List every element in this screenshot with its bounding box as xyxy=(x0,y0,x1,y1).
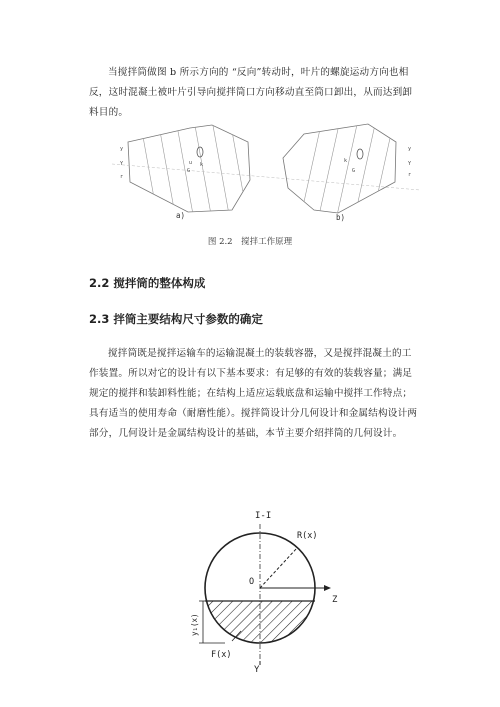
paragraph-discharge: 当搅拌筒做图 b 所示方向的 “反向”转动时，叶片的螺旋运动方向也相反，这时混凝土被叶片引导向搅拌筒口方向移动直至筒口卸出，从而达到卸料目的。 xyxy=(89,67,413,118)
svg-text:G: G xyxy=(187,168,191,174)
svg-text:Y: Y xyxy=(120,161,124,167)
section-heading-2-3: 2.3 拌筒主要结构尺寸参数的确定 xyxy=(89,312,263,326)
svg-text:y: y xyxy=(120,146,124,152)
paragraph-drum-design: 搅拌筒既是搅拌运输车的运输混凝土的装载容器，又是搅拌混凝土的工作装置。所以对它的设计有以下基本要求：有足够的有效的装载容量；满足规定的搅拌和装卸料性能；在结构上适应运载底盘和运输中搅拌工作特点；具有适当的使用寿命（耐磨性能）。搅拌筒设计分几何设计和金属结构设计两部分，几何设计是金属结构设计的基础，本节主要介绍拌筒的几何设计。 xyxy=(89,348,418,439)
svg-text:Y: Y xyxy=(408,161,412,167)
radius-label: R(x) xyxy=(297,531,318,541)
svg-text:k: k xyxy=(200,162,204,168)
area-label: F(x) xyxy=(211,650,232,660)
z-axis-label: Z xyxy=(332,595,338,605)
drum-diagram-a xyxy=(112,120,420,220)
svg-text:u: u xyxy=(189,160,193,166)
svg-text:r: r xyxy=(120,174,124,180)
section-label: I-I xyxy=(255,511,272,521)
svg-text:G: G xyxy=(352,168,356,174)
section-heading-2-2: 2.2 搅拌筒的整体构成 xyxy=(89,276,206,290)
drum-cross-section-figure xyxy=(185,500,345,675)
svg-text:k: k xyxy=(344,158,348,164)
y-axis-label: Y xyxy=(254,665,260,675)
svg-text:y: y xyxy=(408,146,412,152)
svg-text:r: r xyxy=(408,172,412,178)
origin-label: O xyxy=(249,577,255,587)
figure-label-a: a) xyxy=(176,211,186,220)
depth-label: y₁(x) xyxy=(190,613,199,636)
mixing-principle-figure xyxy=(100,120,420,230)
figure-label-b: b) xyxy=(336,213,346,222)
figure-caption: 图 2.2 搅拌工作原理 xyxy=(207,237,293,247)
drum-diagram-b xyxy=(283,120,411,220)
